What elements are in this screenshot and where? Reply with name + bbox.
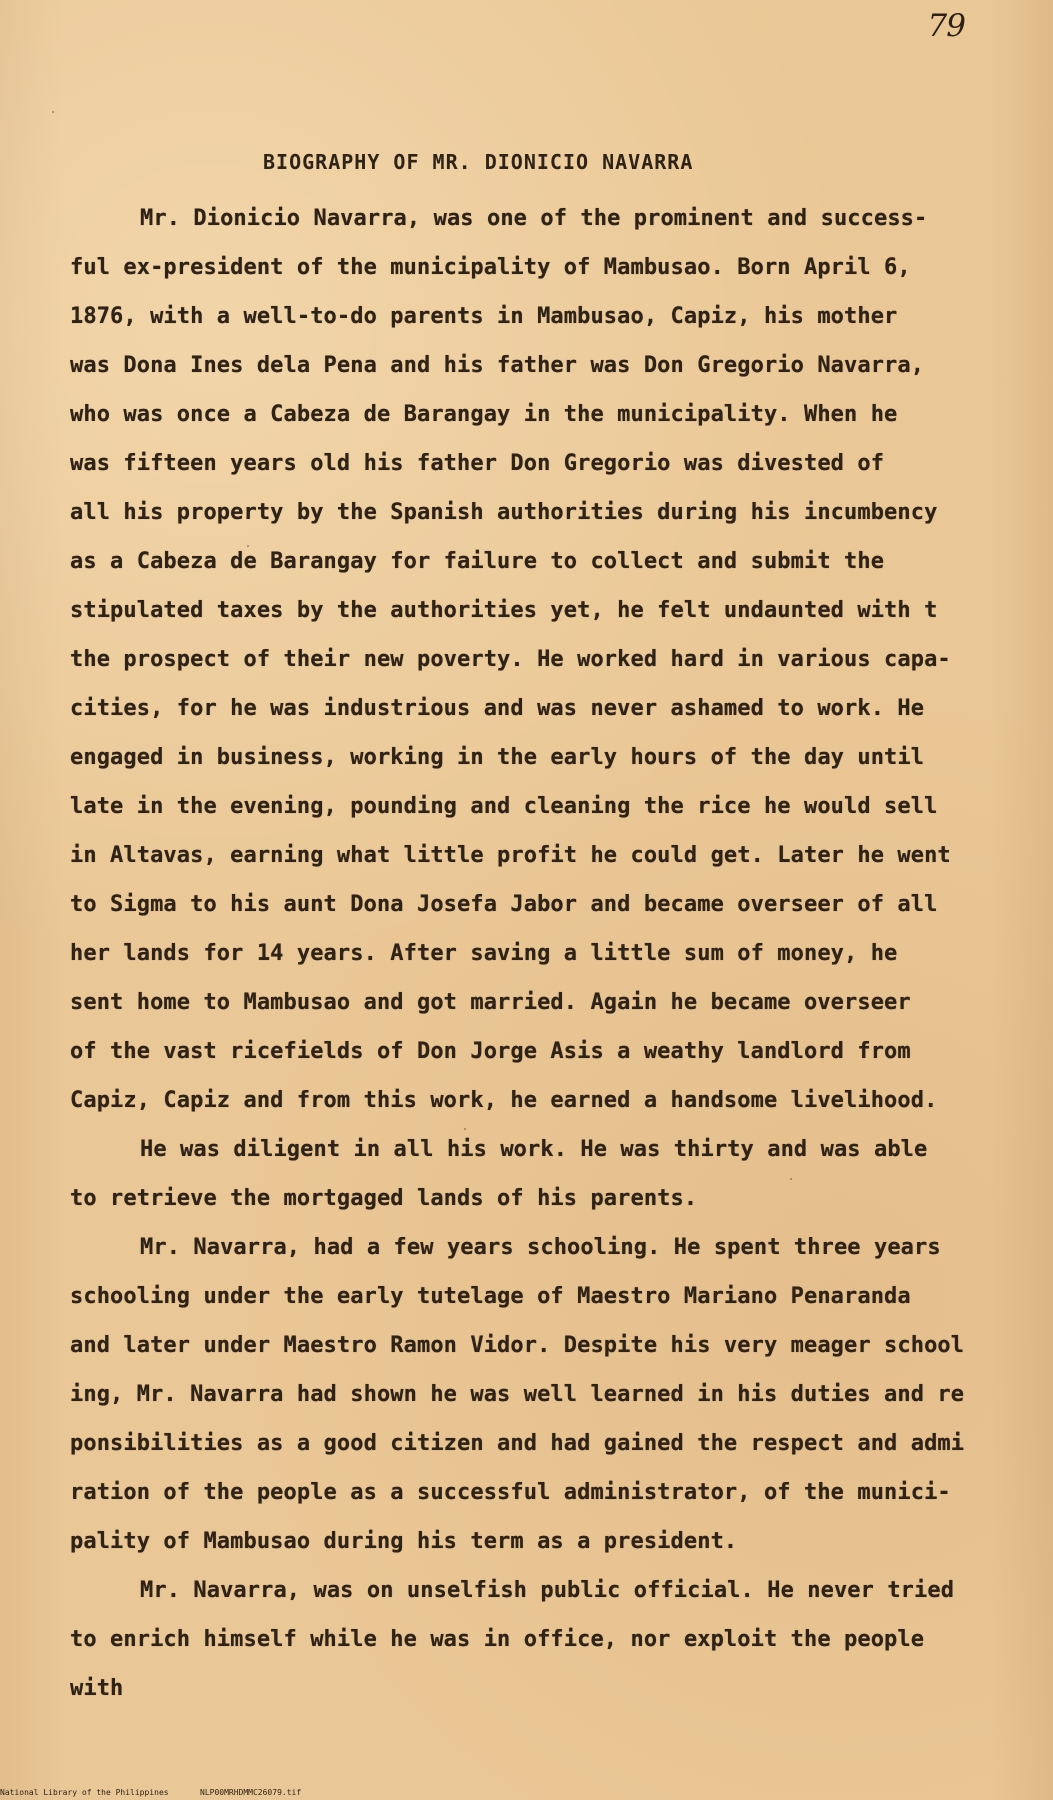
body-line-19: Capiz, Capiz and from this work, he earned a handsome livelihood. [70,1088,938,1113]
paper-speck-2 [247,545,249,547]
archive-footer: National Library of the Philippines [0,1788,169,1797]
body-line-27: ration of the people as a successful administrator, of the munici- [70,1480,951,1505]
body-line-17: sent home to Mambusao and got married. Again he became overseer [70,990,911,1015]
body-line-25: ing, Mr. Navarra had shown he was well learned in his duties and re [70,1382,965,1407]
document-title: BIOGRAPHY OF MR. DIONICIO NAVARRA [263,150,694,174]
body-line-29: Mr. Navarra, was on unselfish public official. He never tried [140,1578,955,1603]
page-number: 79 [927,8,965,44]
paper-speck-3 [464,1128,466,1130]
body-line-3: 1876, with a well-to-do parents in Mambusao, Capiz, his mother [70,304,898,329]
body-line-28: pality of Mambusao during his term as a president. [70,1529,738,1554]
paper-speck-1 [52,111,54,113]
body-line-7: all his property by the Spanish authorities during his incumbency [70,500,938,525]
body-line-14: in Altavas, earning what little profit he could get. Later he went [70,843,951,868]
body-line-8: as a Cabeza de Barangay for failure to collect and submit the [70,549,885,574]
body-line-5: who was once a Cabeza de Barangay in the municipality. When he [70,402,898,427]
paper-speck-4 [790,1178,792,1180]
body-line-22: Mr. Navarra, had a few years schooling. He spent three years [140,1235,941,1260]
body-line-31: with [70,1676,124,1701]
body-line-26: ponsibilities as a good citizen and had gained the respect and admi [70,1431,965,1456]
body-line-11: cities, for he was industrious and was never ashamed to work. He [70,696,925,721]
body-line-4: was Dona Ines dela Pena and his father was Don Gregorio Navarra, [70,353,925,378]
body-line-15: to Sigma to his aunt Dona Josefa Jabor and became overseer of all [70,892,938,917]
body-line-16: her lands for 14 years. After saving a little sum of money, he [70,941,898,966]
body-line-23: schooling under the early tutelage of Maestro Mariano Penaranda [70,1284,911,1309]
body-line-24: and later under Maestro Ramon Vidor. Despite his very meager school [70,1333,965,1358]
file-name-footer: NLP00MRHDMMC26079.tif [200,1788,302,1797]
body-line-9: stipulated taxes by the authorities yet, he felt undaunted with t [70,598,938,623]
body-line-18: of the vast ricefields of Don Jorge Asis a weathy landlord from [70,1039,911,1064]
body-line-13: late in the evening, pounding and cleaning the rice he would sell [70,794,938,819]
body-line-2: ful ex-president of the municipality of Mambusao. Born April 6, [70,255,911,280]
body-line-10: the prospect of their new poverty. He worked hard in various capa- [70,647,951,672]
body-line-21: to retrieve the mortgaged lands of his parents. [70,1186,698,1211]
body-line-30: to enrich himself while he was in office, nor exploit the people [70,1627,925,1652]
body-line-6: was fifteen years old his father Don Gregorio was divested of [70,451,885,476]
body-line-20: He was diligent in all his work. He was thirty and was able [140,1137,928,1162]
body-line-1: Mr. Dionicio Navarra, was one of the prominent and success- [140,206,928,231]
body-line-12: engaged in business, working in the early hours of the day until [70,745,925,770]
